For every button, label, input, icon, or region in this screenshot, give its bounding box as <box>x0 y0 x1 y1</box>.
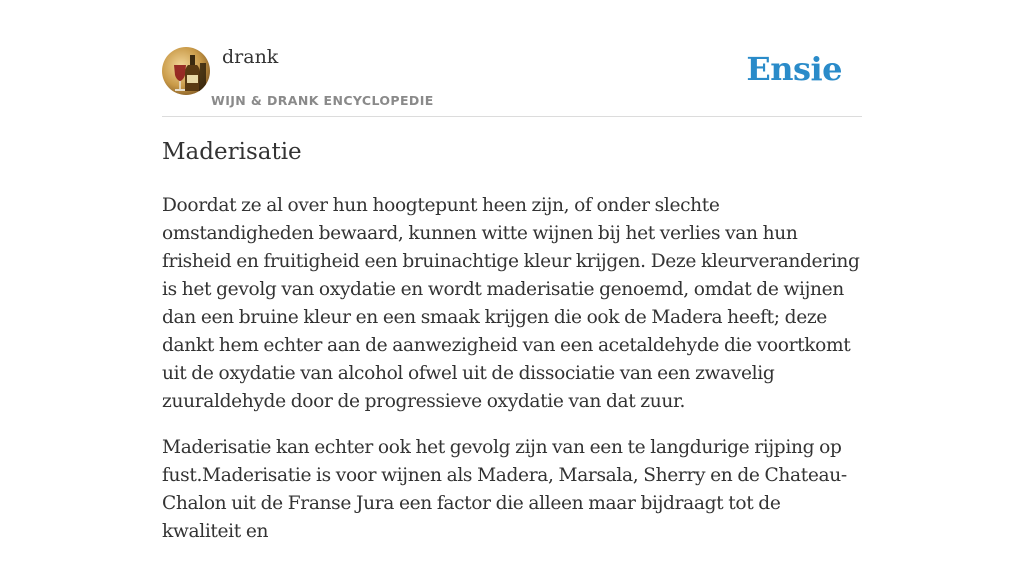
page <box>162 0 862 542</box>
category-link[interactable]: drank <box>222 46 279 68</box>
category-subtitle: WIJN & DRANK ENCYCLOPEDIE <box>211 93 434 108</box>
article-title: Maderisatie <box>162 139 302 165</box>
brand-logo[interactable]: Ensie <box>746 50 842 88</box>
article-paragraph: Maderisatie kan echter ook het gevolg zijn van een te langdurige rijping op fust.Maderisatie is voor wijnen als Madera, Marsala, Sherry en de Chateau-Chalon uit de Franse Jura een factor die alleen maar bijdraagt tot de kwaliteit en <box>162 437 847 542</box>
wine-bottle-glass-icon[interactable] <box>162 47 210 95</box>
article-body <box>162 192 862 564</box>
header <box>162 0 862 117</box>
article-paragraph: Doordat ze al over hun hoogtepunt heen zijn, of onder slechte omstandigheden bewaard, kunnen witte wijnen bij het verlies van hun frisheid en fruitigheid een bruinachtige kleur krijgen. Deze kleurverandering is het gevolg van oxydatie en wordt maderisatie genoemd, omdat de wijnen dan een bruine kleur en een smaak krijgen die ook de Madera heeft; deze dankt hem echter aan de aanwezigheid van een acetaldehyde die voortkomt uit de oxydatie van alcohol ofwel uit de dissociatie van een zwavelig zuuraldehyde door de progressieve oxydatie van dat zuur. <box>162 195 860 412</box>
